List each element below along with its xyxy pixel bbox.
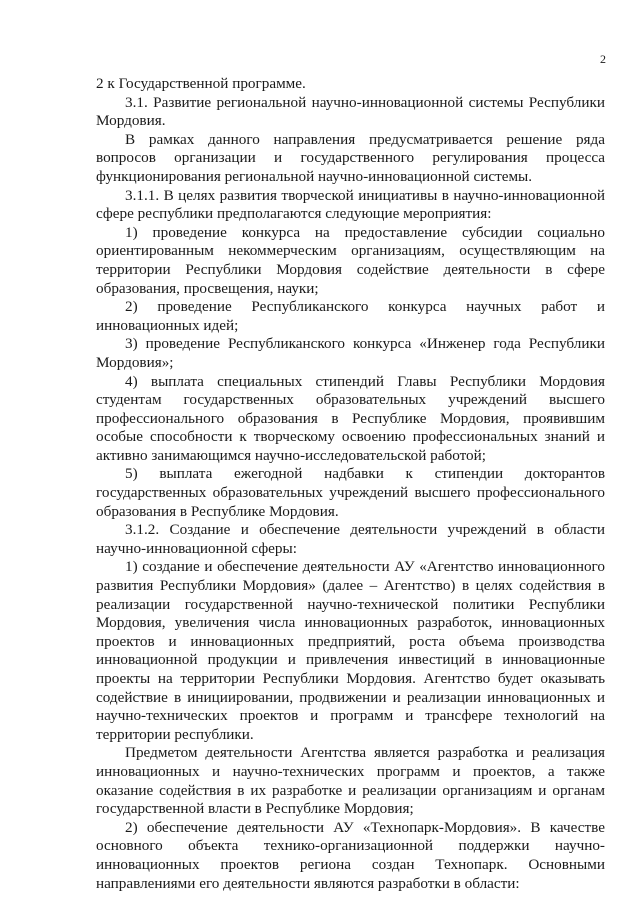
paragraph: 2 к Государственной программе. xyxy=(96,75,306,92)
paragraph: 4) выплата специальных стипендий Главы Республики Мордовия студентам государственных образовательных учреждений высшего профессионального образования в Республике Мордовия, проявившим особые способности к творческому освоению профессиональных знаний и активно занимающимся научно-исследовательской работой; xyxy=(96,372,605,464)
document-body xyxy=(96,75,605,893)
page-number: 2 xyxy=(600,52,606,66)
paragraph: 3.1.2. Создание и обеспечение деятельности учреждений в области научно-инновационной сферы: xyxy=(96,521,605,557)
paragraph: 3.1. Развитие региональной научно-инновационной системы Республики Мордовия. xyxy=(96,93,605,130)
paragraph: 1) проведение конкурса на предоставление субсидии социально ориентированным некоммерческим организациям, осуществляющим на территории Республики Мордовия содействие деятельности в сфере образования, просвещения, науки; xyxy=(96,223,605,297)
paragraph: 1) создание и обеспечение деятельности АУ «Агентство инновационного развития Республики Мордовия» (далее – Агентство) в целях содействия в реализации государственной научно-технической политики Республики Мордовия, увеличения числа инновационных разработок, инновационных проектов и инновационных предприятий, роста объема производства инновационной продукции и привлечения инвестиций в инновационные проекты на территории Республики Мордовия. Агентство будет оказывать содействие в инициировании, продвижении и реализации инновационных и научно-технических проектов и программ и трансфере технологий на территории республики. xyxy=(96,558,605,743)
paragraph: 5) выплата ежегодной надбавки к стипендии докторантов государственных образовательных учреждений высшего профессионального образования в Республике Мордовия. xyxy=(96,465,605,520)
paragraph: 3) проведение Республиканского конкурса «Инженер года Республики Мордовия»; xyxy=(96,335,605,371)
paragraph: 2) проведение Республиканского конкурса научных работ и инновационных идей; xyxy=(96,298,605,334)
paragraph: Предметом деятельности Агентства является разработка и реализация инновационных и научно-технических программ и проектов, а также оказание содействия в их разработке и реализации организациям и органам государственной власти в Республике Мордовия; xyxy=(96,744,605,818)
paragraph: 2) обеспечение деятельности АУ «Технопарк-Мордовия». В качестве основного объекта технико-организационной поддержки научно-инновационных проектов региона создан Технопарк. Основными направлениями его деятельности являются разработки в области: xyxy=(96,818,605,892)
paragraph: 3.1.1. В целях развития творческой инициативы в научно-инновационной сфере республики предполагаются следующие мероприятия: xyxy=(96,186,605,223)
paragraph: В рамках данного направления предусматривается решение ряда вопросов организации и государственного регулирования процесса функционирования региональной научно-инновационной системы. xyxy=(96,130,605,185)
